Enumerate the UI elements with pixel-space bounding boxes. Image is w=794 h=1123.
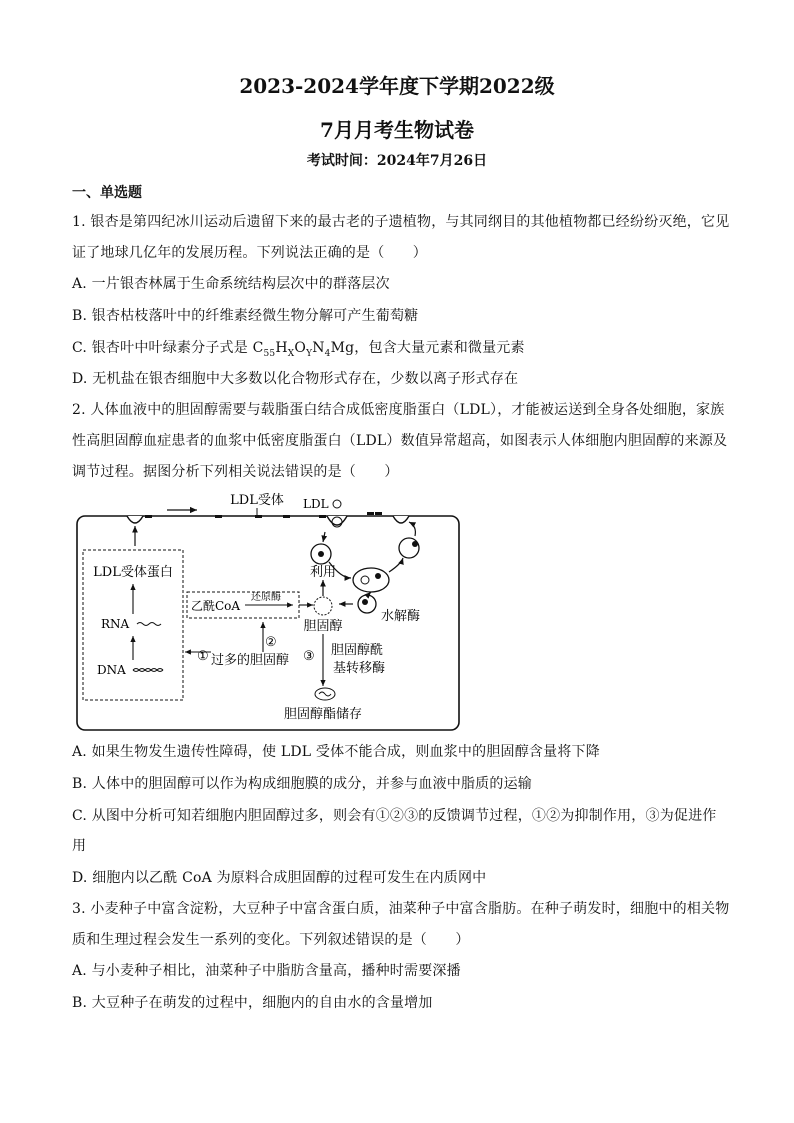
q1-option-c-sub: 55 [263,348,276,359]
q1-option-c-pre: C. 银杏叶中叶绿素分子式是 C [72,340,264,356]
recycling-vesicle [399,538,419,558]
q1-option-c-el: H [275,340,288,356]
circle-2: ② [265,635,277,650]
receptor-pit [127,516,143,523]
q1-option-c [72,338,724,364]
q1-option-a: A. 一片银杏林属于生命系统结构层次中的群落层次 [72,276,390,292]
q2-stem-line2: 性高胆固醇血症患者的血浆中低密度脂蛋白（LDL）数值异常超高，如图表示人体细胞内胆固醇的来源及 [72,433,728,449]
q3-stem-line2: 质和生理过程会发生一系列的变化。下列叙述错误的是（ ） [72,932,470,948]
dna-label: DNA [97,663,126,677]
circle-3: ③ [303,649,315,664]
ldl-receptor-protein-label: LDL受体蛋白 [93,565,173,580]
rna-strand [137,623,161,626]
ldl-receptor-label: LDL受体 [230,493,284,508]
q2-option-c-line2: 用 [72,838,87,854]
q2-option-c-line1: C. 从图中分析可知若细胞内胆固醇过多，则会有①②③的反馈调节过程，①②为抑制作用，③为促进作 [72,808,717,824]
q2-option-d: D. 细胞内以乙酰 CoA 为原料合成胆固醇的过程可发生在内质网中 [72,870,487,886]
q3-stem-line1: 3. 小麦种子中富含淀粉，大豆种子中富含蛋白质，油菜种子中富含脂肪。在种子萌发时，细胞中的相关物 [72,901,730,917]
exam-time: 考试时间：2024年7月26日 [306,153,488,169]
exam-title-line2: 7月月考生物试卷 [320,118,474,142]
ldl-label: LDL [303,497,329,511]
acyltransferase-label-1: 胆固醇酰 [331,643,384,658]
cholesterol-label: 胆固醇 [303,619,343,634]
hydrolase-label: 水解酶 [381,609,421,624]
q3-option-a: A. 与小麦种子相比，油菜种子中脂肪含量高，播种时需要深播 [72,963,461,979]
q2-option-a: A. 如果生物发生遗传性障碍，使 LDL 受体不能合成，则血浆中的胆固醇含量将下降 [72,744,600,760]
q1-stem-line2: 证了地球几亿年的发展历程。下列说法正确的是（ ） [72,245,427,261]
lysosome-fusion [353,568,389,592]
receptor-pit [393,516,409,523]
q1-option-d: D. 无机盐在银杏细胞中大多数以化合物形式存在，少数以离子形式存在 [72,371,519,387]
q2-option-b: B. 人体中的胆固醇可以作为构成细胞膜的成分，并参与血液中脂质的运输 [72,776,532,792]
q1-option-c-post: Mg，包含大量元素和微量元素 [330,340,525,356]
q2-stem-line1: 2. 人体血液中的胆固醇需要与载脂蛋白结合成低密度脂蛋白（LDL），才能被运送到全身各处细胞，家族 [72,402,725,418]
q1-stem-line1: 1. 银杏是第四纪冰川运动后遗留下来的最古老的子遗植物，与其同纲目的其他植物都已经纷纷灭绝，它见 [72,214,730,230]
cholesterol-droplet [314,597,332,615]
circle-1: ① [197,649,209,664]
section-heading: 一、单选题 [72,185,142,201]
q1-option-b: B. 银杏枯枝落叶中的纤维素经微生物分解可产生葡萄糖 [72,308,419,324]
acetyl-coa-label: 乙酰CoA [191,599,241,613]
excess-cholesterol-label: 过多的胆固醇 [211,653,290,668]
cholesterol-regulation-diagram [75,488,465,734]
reductase-label: 还原酶 [251,592,281,603]
utilize-label: 利用 [309,565,337,580]
q1-option-c-sub: X [287,348,295,359]
ldl-particle [333,500,341,508]
exam-title-line1: 2023-2024学年度下学期2022级 [239,74,555,98]
q1-option-c-el: O [294,340,307,356]
rna-label: RNA [101,617,130,631]
q2-stem-line3: 调节过程。据图分析下列相关说法错误的是（ ） [72,464,399,480]
q1-option-c-sub: 4 [324,348,331,359]
ester-storage-label: 胆固醇酯储存 [283,707,363,722]
acyltransferase-label-2: 基转移酶 [333,661,386,676]
q3-option-b: B. 大豆种子在萌发的过程中，细胞内的自由水的含量增加 [72,995,433,1011]
q1-option-c-sub: Y [306,348,313,359]
q1-option-c-el: N [312,340,325,356]
